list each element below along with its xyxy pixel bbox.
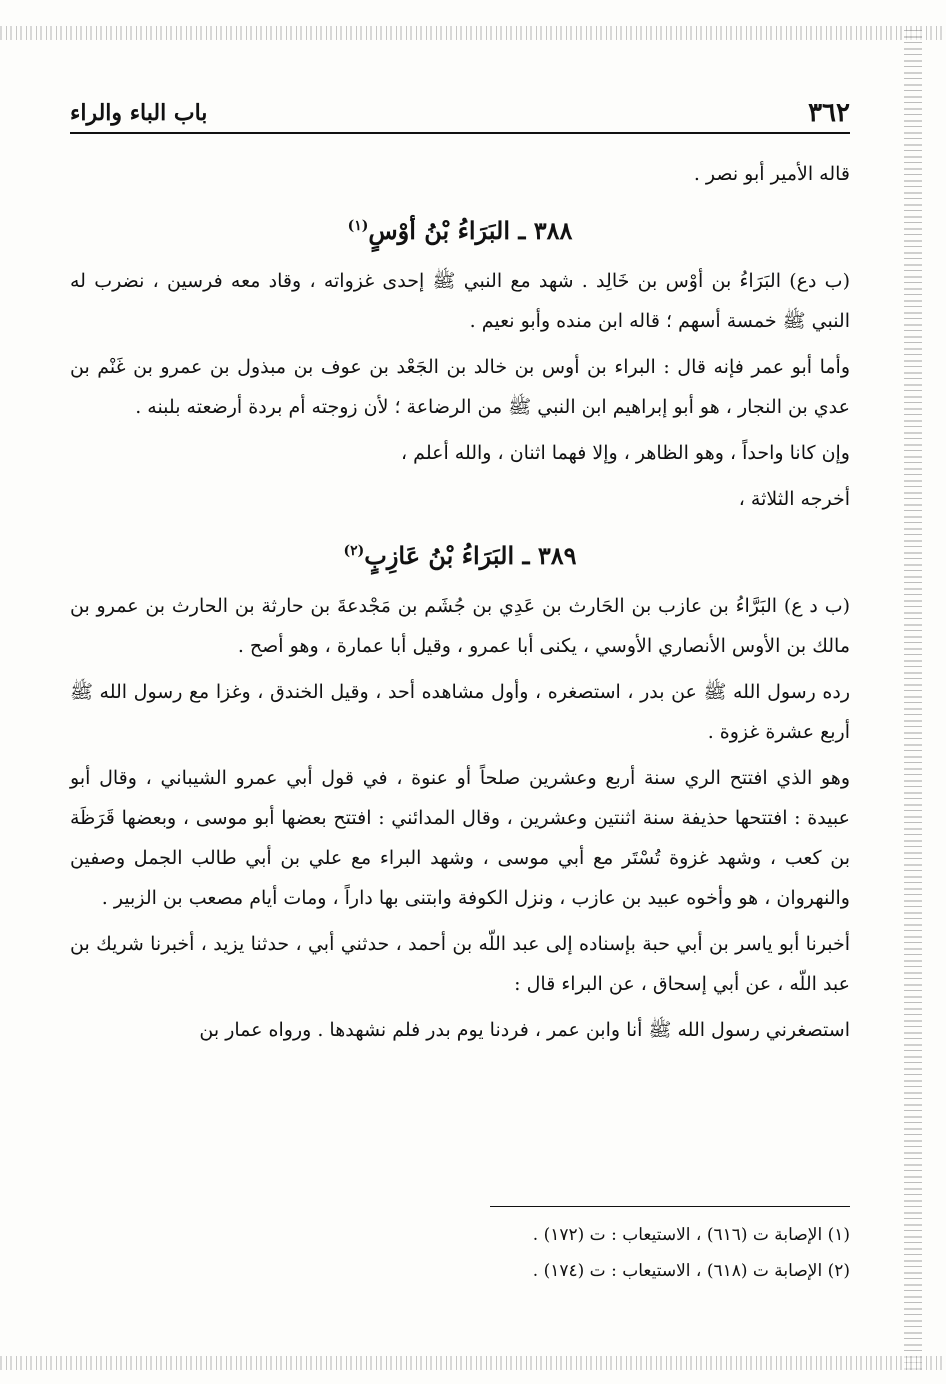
paragraph: رده رسول الله ﷺ عن بدر ، استصغره ، وأول مشاهده أحد ، وقيل الخندق ، وغزا مع رسول الله ﷺ أربع عشرة غزوة . — [70, 681, 851, 743]
paragraph: (ب د ع) البَرَّاءُ بن عازب بن الحَارث بن عَدِي بن جُشَم بن مَجْدعةَ بن حارثة بن الحارث بن عمرو بن مالك بن الأوس الأنصاري الأوسي ، يكنى أبا عمرو ، وقيل أبا عمارة ، وهو أصح . — [70, 595, 850, 657]
footnotes — [70, 1206, 850, 1289]
page-number: ٣٦٢ — [808, 98, 850, 128]
paragraph: (ب دع) البَرَاءُ بن أوْس بن خَالِد . شهد مع النبي ﷺ إحدى غزواته ، وقاد معه فرسين ، نضرب له النبي ﷺ خمسة أسهم ؛ قاله ابن منده وأبو نعيم . — [70, 270, 850, 332]
paragraph: وهو الذي افتتح الري سنة أربع وعشرين صلحاً أو عنوة ، في قول أبي عمرو الشيباني ، وقال أبو عبيدة : افتتحها حذيفة سنة اثنتين وعشرين ، وقال المدائني : افتتح بعضها أبو موسى ، وبعضها قَرَظَة بن كعب ، وشهد غزوة تُسْتَر مع أبي موسى ، وشهد البراء مع علي بن أبي طالب الجمل وصفين والنهروان ، هو وأخوه عبيد بن عازب ، ونزل الكوفة وابتنى بها داراً ، ومات أيام مصعب بن الزبير . — [70, 767, 850, 909]
footnote-ref: (١) — [347, 218, 369, 234]
entry-title: ٣٨٨ ـ البَرَاءُ بْنُ أوْسٍ — [368, 216, 573, 245]
footnote-ref: (٢) — [343, 543, 365, 559]
entry-heading — [70, 206, 850, 251]
footnote: (١) الإصابة ت (٦١٦) ، الاستيعاب : ت (١٧٢) . — [532, 1225, 850, 1245]
decorative-border-right — [904, 30, 922, 1370]
page-header — [70, 98, 850, 134]
page-body — [70, 154, 850, 1056]
entry-title: ٣٨٩ ـ البَرَاءُ بْنُ عَازِبٍ — [364, 541, 577, 570]
paragraph: قاله الأمير أبو نصر . — [693, 163, 850, 185]
paragraph: أخبرنا أبو ياسر بن أبي حبة بإسناده إلى عبد اللّه بن أحمد ، حدثني أبي ، حدثنا يزيد ، أخبرنا شريك بن عبد اللّه ، عن أبي إسحاق ، عن البراء قال : — [70, 933, 850, 995]
paragraph: استصغرني رسول الله ﷺ أنا وابن عمر ، فردنا يوم بدر فلم نشهدها . ورواه عمار بن — [199, 1019, 850, 1041]
decorative-border-bottom — [0, 1356, 946, 1370]
entry-heading — [70, 531, 850, 576]
paragraph: وإن كانا واحداً ، وهو الظاهر ، وإلا فهما اثنان ، والله أعلم ، — [401, 442, 850, 464]
running-title: باب الباء والراء — [70, 100, 208, 126]
book-page — [70, 90, 850, 1350]
footnote-divider — [490, 1206, 850, 1207]
paragraph: وأما أبو عمر فإنه قال : البراء بن أوس بن خالد بن الجَعْد بن عوف بن مبذول بن عمرو بن غَنْم بن عدي بن النجار ، هو أبو إبراهيم ابن النبي ﷺ من الرضاعة ؛ لأن زوجته أم بردة أرضعته بلبنه . — [70, 356, 850, 418]
footnote: (٢) الإصابة ت (٦١٨) ، الاستيعاب : ت (١٧٤) . — [532, 1261, 850, 1281]
paragraph: أخرجه الثلاثة ، — [738, 488, 850, 510]
decorative-border-top — [0, 26, 946, 40]
